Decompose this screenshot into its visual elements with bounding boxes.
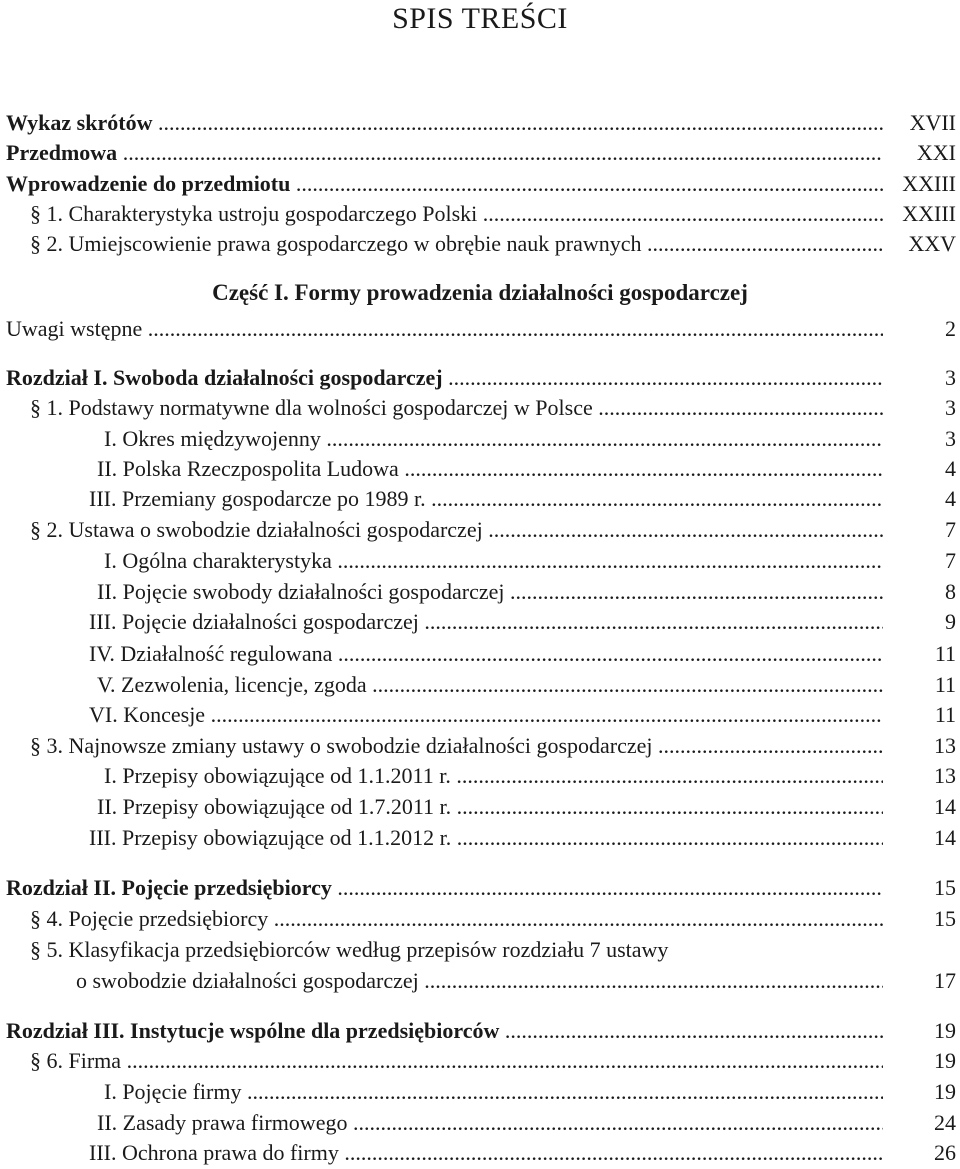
toc-entry (0, 1108, 960, 1138)
toc-entry (0, 935, 960, 965)
toc-entry (0, 1016, 960, 1046)
toc-entry (0, 670, 960, 700)
toc-entry-label: I. Ogólna charakterystyka (104, 548, 332, 573)
toc-entry-label: § 2. Ustawa o swobodzie działalności gospodarczej (30, 517, 483, 542)
toc-entry-label: Wykaz skrótów (6, 110, 153, 135)
toc-entry-page: 11 (934, 641, 956, 666)
toc-entry-label: § 4. Pojęcie przedsiębiorcy (30, 906, 269, 931)
toc-entry-label: V. Zezwolenia, licencje, zgoda (97, 672, 367, 697)
toc-entry-page: 7 (945, 517, 956, 542)
toc-entry (0, 393, 960, 423)
toc-entry (0, 639, 960, 669)
toc-entry-label: Rozdział II. Pojęcie przedsiębiorcy (6, 875, 332, 900)
toc-entry-page: 13 (934, 763, 956, 788)
toc-entry (0, 792, 960, 822)
toc-entry (0, 1077, 960, 1107)
toc-entry-page: XXIII (902, 201, 956, 226)
toc-entry (0, 138, 960, 168)
toc-entry (0, 731, 960, 761)
toc-entry-label: III. Przepisy obowiązujące od 1.1.2012 r. (89, 825, 452, 850)
toc-entry-label: § 1. Podstawy normatywne dla wolności gospodarczej w Polsce (30, 395, 593, 420)
toc-entry (0, 607, 960, 637)
toc-entry-label: § 1. Charakterystyka ustroju gospodarczego Polski (30, 201, 478, 226)
toc-entry-page: 11 (934, 672, 956, 697)
toc-entry-label: III. Ochrona prawa do firmy (89, 1140, 339, 1165)
toc-entry-label: Wprowadzenie do przedmiotu (6, 171, 291, 196)
toc-entry (0, 229, 960, 259)
toc-entry-label: II. Polska Rzeczpospolita Ludowa (97, 456, 399, 481)
toc-entry-page: 15 (934, 906, 956, 931)
toc-entry (0, 966, 960, 996)
toc-entry-page: 24 (934, 1110, 956, 1135)
toc-entry (0, 169, 960, 199)
toc-entry-page: 3 (945, 426, 956, 451)
toc-entry (0, 484, 960, 514)
toc-entry-page: 13 (934, 733, 956, 758)
toc-entry-label: Rozdział III. Instytucje wspólne dla przedsiębiorców (6, 1018, 500, 1043)
toc-entry-label: § 5. Klasyfikacja przedsiębiorców według przepisów rozdziału 7 ustawy (30, 937, 669, 962)
part-heading: Część I. Formy prowadzenia działalności gospodarczej (212, 280, 748, 305)
toc-entry-label: Rozdział I. Swoboda działalności gospodarczej (6, 365, 443, 390)
toc-entry-label: II. Zasady prawa firmowego (97, 1110, 348, 1135)
toc-entry-label: § 6. Firma (30, 1048, 122, 1073)
toc-entry-label: Uwagi wstępne (6, 316, 143, 341)
toc-entry-page: 15 (934, 875, 956, 900)
toc-entry-label: Przedmowa (6, 140, 118, 165)
toc-entry-label: IV. Działalność regulowana (89, 641, 333, 666)
toc-entry (0, 904, 960, 934)
toc-entry (0, 108, 960, 138)
toc-entry-page: 4 (945, 486, 956, 511)
toc-entry-label: § 3. Najnowsze zmiany ustawy o swobodzie działalności gospodarczej (30, 733, 653, 758)
toc-entry-page: 14 (934, 794, 956, 819)
toc-entry-label: I. Okres międzywojenny (104, 426, 321, 451)
toc-entry-page: 7 (945, 548, 956, 573)
toc-entry (0, 761, 960, 791)
toc-entry-page: XXI (916, 140, 956, 165)
toc-entry (0, 577, 960, 607)
toc-entry-page: 11 (934, 702, 956, 727)
toc-entry-page: 19 (934, 1018, 956, 1043)
toc-entry-label: II. Przepisy obowiązujące od 1.7.2011 r. (97, 794, 452, 819)
page-title: SPIS TREŚCI (392, 2, 568, 35)
toc-entry-page: XXIII (902, 171, 956, 196)
toc-entry-label: III. Pojęcie działalności gospodarczej (89, 609, 419, 634)
toc-entry (0, 424, 960, 454)
toc-entry-page: XXV (908, 231, 956, 256)
toc-entry-page: 14 (934, 825, 956, 850)
toc-entry-page: 3 (945, 395, 956, 420)
toc-entry-label: § 2. Umiejscowienie prawa gospodarczego w obrębie nauk prawnych (30, 231, 642, 256)
toc-entry-label: III. Przemiany gospodarcze po 1989 r. (89, 486, 426, 511)
toc-entry (0, 199, 960, 229)
toc-entry-page: 2 (945, 316, 956, 341)
toc-entry-label: VI. Koncesje (89, 702, 206, 727)
toc-entry (0, 1046, 960, 1076)
toc-entry (0, 873, 960, 903)
toc-entry-page: 8 (945, 579, 956, 604)
toc-entry-label: o swobodzie działalności gospodarczej (76, 968, 419, 993)
toc-entry (0, 1138, 960, 1168)
toc-entry (0, 546, 960, 576)
toc-entry-page: 19 (934, 1079, 956, 1104)
toc-entry (0, 515, 960, 545)
toc-entry (0, 823, 960, 853)
toc-entry-page: 3 (945, 365, 956, 390)
toc-entry-page: 17 (934, 968, 956, 993)
toc-entry-label: I. Pojęcie firmy (104, 1079, 242, 1104)
toc-entry-label: II. Pojęcie swobody działalności gospodarczej (97, 579, 505, 604)
toc-entry-page: 9 (945, 609, 956, 634)
toc-entry-page: XVII (909, 110, 956, 135)
toc-entry-page: 26 (934, 1140, 956, 1165)
toc-entry-page: 19 (934, 1048, 956, 1073)
toc-entry (0, 314, 960, 344)
toc-entry-label: I. Przepisy obowiązujące od 1.1.2011 r. (104, 763, 451, 788)
toc-entry (0, 363, 960, 393)
toc-entry (0, 454, 960, 484)
toc-entry (0, 700, 960, 730)
toc-entry-page: 4 (945, 456, 956, 481)
